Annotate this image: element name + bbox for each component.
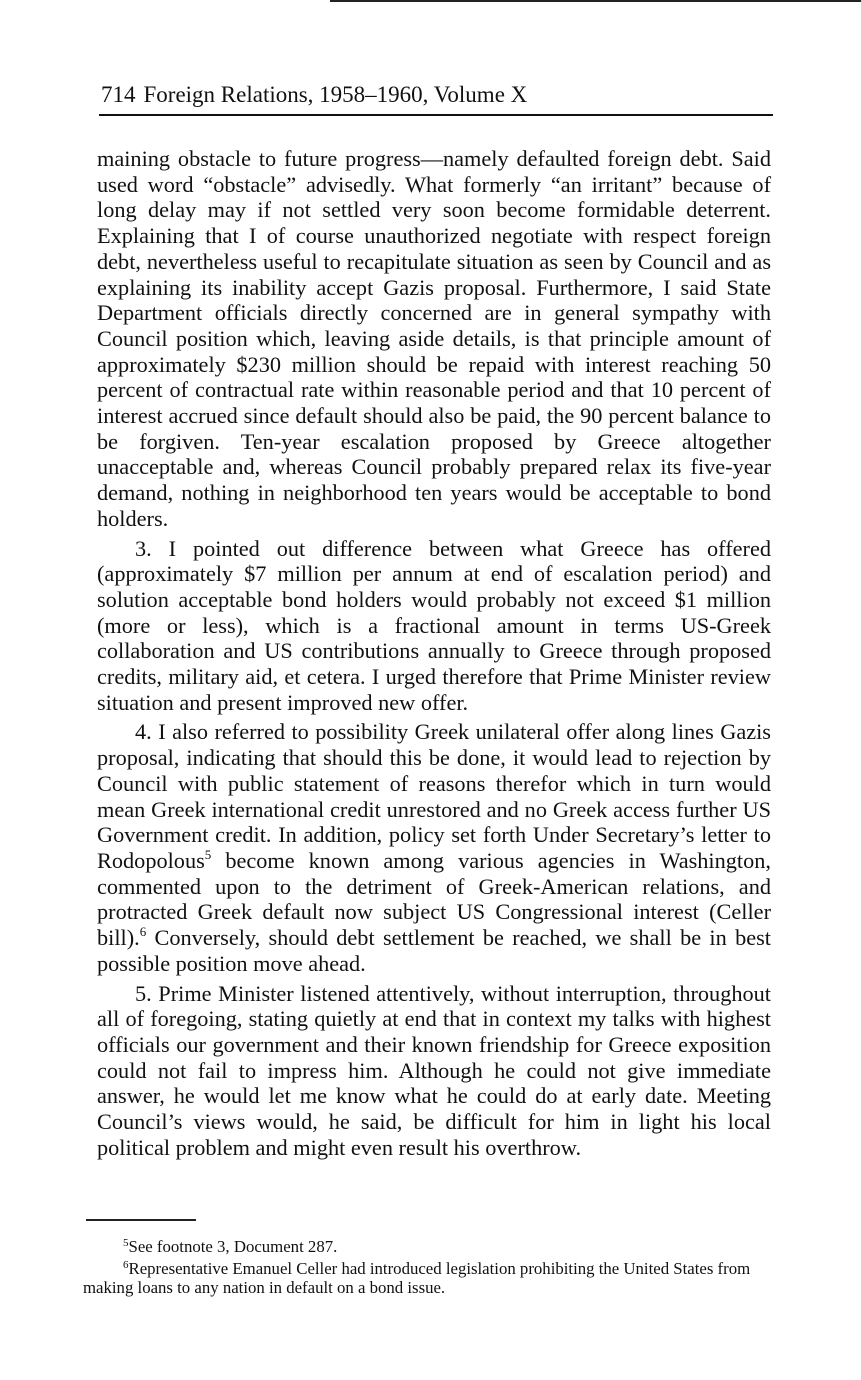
footnote-rule xyxy=(86,1219,196,1221)
header-rule xyxy=(99,114,773,116)
paragraph-4-part-c: Conversely, should debt settlement be reached, we shall be in best possible position move ahead. xyxy=(97,925,771,976)
top-edge-rule xyxy=(330,0,861,2)
footnote-5 xyxy=(83,1237,759,1256)
footnote-6-text: Representative Emanuel Celler had introduced legislation prohibiting the United States from making loans to any nation in default on a bond issue. xyxy=(83,1259,751,1297)
paragraph-4-part-b: become known among various agencies in Washington, commented upon to the detriment of Greek-American relations, and protracted Greek default now subject US Congressional interest (Celler bill). xyxy=(97,847,771,951)
footnotes xyxy=(83,1237,759,1300)
footnote-mark-6: 6 xyxy=(123,1259,129,1271)
footnote-mark-5: 5 xyxy=(123,1237,129,1249)
footnote-ref-5[interactable]: 5 xyxy=(204,846,212,862)
running-header xyxy=(101,80,773,114)
footnote-ref-6[interactable]: 6 xyxy=(139,924,147,940)
footnote-6 xyxy=(83,1259,759,1297)
continuation-paragraph: maining obstacle to future progress—namely defaulted foreign debt. Said used word “obstacle” advisedly. What formerly “an irritant” because of long delay may if not settled very soon become formidable deterrent. Explaining that I of course unauthorized negotiate with respect foreign debt, nevertheless useful to recapitulate situation as seen by Council and as explaining its inability accept Gazis proposal. Furthermore, I said State Department officials directly concerned are in general sympathy with Council position which, leaving aside details, is that principle amount of approximately $230 million should be repaid with interest reaching 50 percent of contractual rate within reasonable period and that 10 percent of interest accrued since default should also be paid, the 90 percent balance to be forgiven. Ten-year escalation proposed by Greece altogether unacceptable and, whereas Council probably prepared relax its five-year demand, nothing in neighborhood ten years would be acceptable to bond holders. xyxy=(97,146,771,531)
page-number: 714 xyxy=(101,82,136,107)
paragraph-4 xyxy=(97,719,771,976)
running-title: Foreign Relations, 1958–1960, Volume X xyxy=(143,82,528,107)
footnote-5-text: See footnote 3, Document 287. xyxy=(128,1237,338,1256)
body-text xyxy=(97,146,771,1160)
paragraph-3: 3. I pointed out difference between what Greece has offered (approximately $7 million per annum at end of escalation period) and solution acceptable bond holders would probably not exceed $1 million (more or less), which is a fractional amount in terms US-Greek collaboration and US contributions annually to Greece through proposed credits, military aid, et cetera. I urged therefore that Prime Minister review situation and present improved new offer. xyxy=(97,535,771,715)
paragraph-5: 5. Prime Minister listened attentively, without interruption, throughout all of foregoing, stating quietly at end that in context my talks with highest officials our government and their known friendship for Greece exposition could not fail to impress him. Although he could not give immediate answer, he would let me know what he could do at early date. Meeting Council’s views would, he said, be difficult for him in light his local political problem and might even result his overthrow. xyxy=(97,980,771,1160)
paragraph-4-part-a: 4. I also referred to possibility Greek unilateral offer along lines Gazis proposal, indicating that should this be done, it would lead to rejection by Council with public statement of reasons therefor which in turn would mean Greek international credit unrestored and no Greek access further US Government credit. In addition, policy set forth Under Secretary’s letter to Rodopolous xyxy=(97,719,771,873)
